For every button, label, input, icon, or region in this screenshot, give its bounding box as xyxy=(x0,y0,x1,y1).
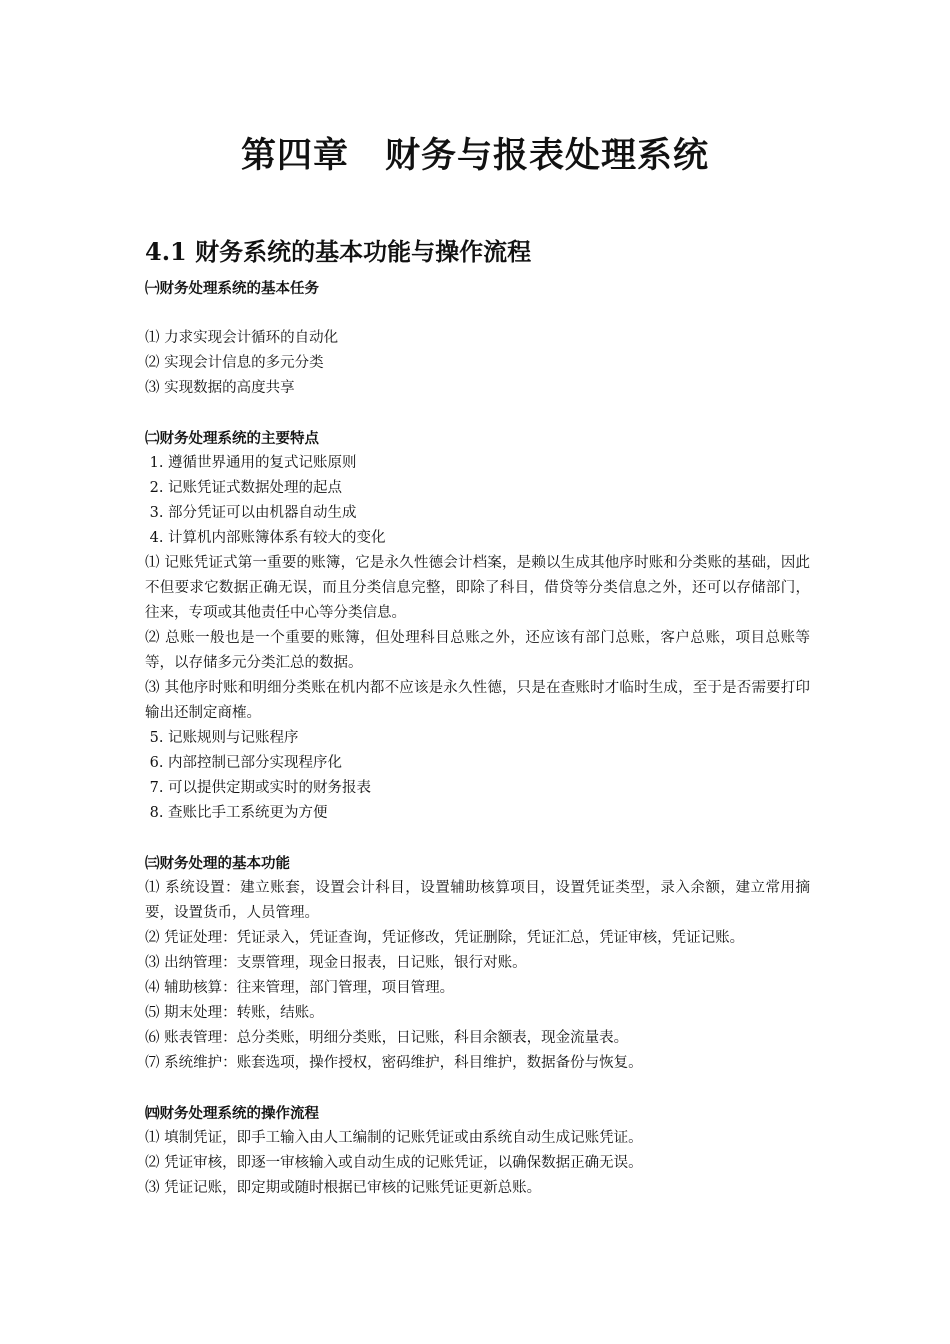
subsection-heading: ㈢财务处理的基本功能 xyxy=(145,855,290,872)
list-item: 5. 记账规则与记账程序 xyxy=(145,730,299,746)
subsection-heading: ㈡财务处理系统的主要特点 xyxy=(145,430,319,447)
list-item: ⑴ 系统设置：建立账套，设置会计科目，设置辅助核算项目，设置凭证类型，录入余额，建立常用摘要，设置货币，人员管理。 xyxy=(145,880,810,921)
list-item: ⑵ 总账一般也是一个重要的账簿，但处理科目总账之外，还应该有部门总账，客户总账，项目总账等等，以存储多元分类汇总的数据。 xyxy=(145,630,810,671)
list-item: 4. 计算机内部账簿体系有较大的变化 xyxy=(145,530,386,546)
section-title: 4.1 财务系统的基本功能与操作流程 xyxy=(145,237,532,266)
subsection-operation-flow xyxy=(145,1101,810,1201)
list-item: ⑶ 凭证记账，即定期或随时根据已审核的记账凭证更新总账。 xyxy=(145,1180,542,1196)
subsection-heading: ㈣财务处理系统的操作流程 xyxy=(145,1105,319,1122)
subsection-basic-tasks xyxy=(145,276,810,401)
list-item: ⑷ 辅助核算：往来管理，部门管理，项目管理。 xyxy=(145,980,455,996)
list-item: ⑺ 系统维护：账套选项，操作授权，密码维护，科目维护，数据备份与恢复。 xyxy=(145,1055,643,1071)
list-item: 8. 查账比手工系统更为方便 xyxy=(145,805,328,821)
list-item: ⑶ 出纳管理：支票管理，现金日报表，日记账，银行对账。 xyxy=(145,955,527,971)
subsection-basic-functions xyxy=(145,851,810,1076)
subsection-heading: ㈠财务处理系统的基本任务 xyxy=(145,280,319,297)
list-item: ⑴ 力求实现会计循环的自动化 xyxy=(145,330,339,346)
document-body xyxy=(145,276,810,1201)
list-item: 2. 记账凭证式数据处理的起点 xyxy=(145,480,343,496)
list-item: ⑶ 其他序时账和明细分类账在机内都不应该是永久性德，只是在查账时才临时生成，至于是否需要打印输出还制定商榷。 xyxy=(145,680,810,721)
list-item: 1. 遵循世界通用的复式记账原则 xyxy=(145,455,357,471)
list-item: 7. 可以提供定期或实时的财务报表 xyxy=(145,780,372,796)
subsection-main-features xyxy=(145,426,810,826)
list-item: ⑶ 实现数据的高度共享 xyxy=(145,380,295,396)
list-item: ⑵ 实现会计信息的多元分类 xyxy=(145,355,324,371)
list-item: 6. 内部控制已部分实现程序化 xyxy=(145,755,343,771)
list-item: ⑴ 填制凭证，即手工输入由人工编制的记账凭证或由系统自动生成记账凭证。 xyxy=(145,1130,643,1146)
chapter-title: 第四章 财务与报表处理系统 xyxy=(240,135,709,176)
list-item: ⑹ 账表管理：总分类账，明细分类账，日记账，科目余额表，现金流量表。 xyxy=(145,1030,629,1046)
list-item: ⑸ 期末处理：转账，结账。 xyxy=(145,1005,324,1021)
list-item: ⑴ 记账凭证式第一重要的账簿，它是永久性德会计档案，是赖以生成其他序时账和分类账的基础，因此不但要求它数据正确无误，而且分类信息完整，即除了科目，借贷等分类信息之外，还可以存储部门，往来，专项或其他责任中心等分类信息。 xyxy=(145,555,810,621)
list-item: 3. 部分凭证可以由机器自动生成 xyxy=(145,505,357,521)
list-item: ⑵ 凭证审核，即逐一审核输入或自动生成的记账凭证，以确保数据正确无误。 xyxy=(145,1155,643,1171)
list-item: ⑵ 凭证处理：凭证录入，凭证查询，凭证修改，凭证删除，凭证汇总，凭证审核，凭证记账。 xyxy=(145,930,745,946)
